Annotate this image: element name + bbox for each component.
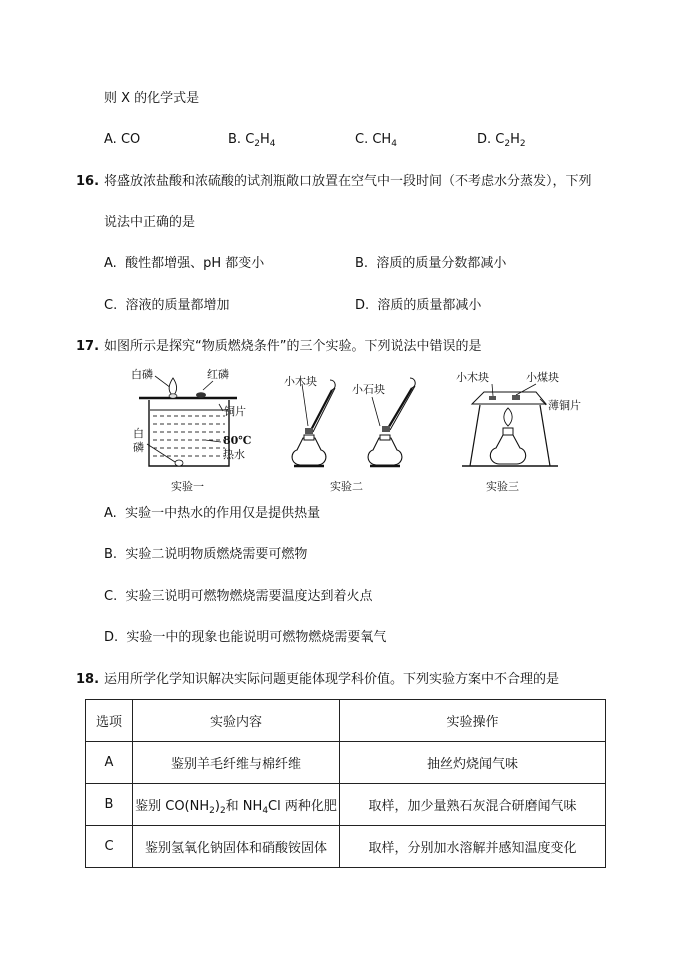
label-white-phosphorus-top: 白磷 [131, 368, 153, 381]
row-option: A [86, 742, 133, 784]
q16-option-d: D. 溶质的质量都减小 [355, 298, 482, 313]
q17-option-d: D. 实验一中的现象也能说明可燃物燃烧需要氧气 [104, 630, 387, 645]
label-white-phosphorus-bottom-1: 白 [133, 427, 144, 440]
caption-experiment-1: 实验一 [171, 480, 204, 493]
option-formula: $C_2H_2$ [495, 132, 526, 149]
experiment-3-figure [450, 368, 600, 496]
label-red-phosphorus: 红磷 [207, 368, 229, 381]
experiment-2-figure [280, 368, 430, 496]
q16-stem-line2: 说法中正确的是 [104, 215, 196, 230]
q18-stem: 运用所学化学知识解决实际问题更能体现学科价值。下列实验方案中不合理的是 [104, 672, 560, 687]
row-operation: 取样，加少量熟石灰混合研磨闻气味 [340, 784, 606, 826]
option-letter: B. [228, 132, 242, 147]
caption-experiment-3: 实验三 [486, 480, 519, 493]
table-header-row [86, 700, 606, 742]
q15-option-a [104, 131, 140, 149]
option-formula: CO [120, 132, 141, 147]
row-operation: 抽丝灼烧闻气味 [340, 742, 606, 784]
label-temperature: 80℃ [223, 434, 252, 447]
q16-option-a: A. 酸性都增强、pH 都变小 [104, 256, 265, 271]
row-content: 鉴别 $CO(NH_2)_2$和 $NH_4Cl$ 两种化肥 [133, 784, 340, 826]
table-row [86, 826, 606, 868]
label-small-coal: 小煤块 [526, 371, 559, 384]
q16-stem-line1: 将盛放浓盐酸和浓硫酸的试剂瓶敞口放置在空气中一段时间（不考虑水分蒸发），下列 [104, 174, 592, 189]
table-row [86, 742, 606, 784]
q17-option-c: C. 实验三说明可燃物燃烧需要温度达到着火点 [104, 589, 373, 604]
q17-option-b: B. 实验二说明物质燃烧需要可燃物 [104, 547, 308, 562]
q15-option-d [477, 131, 526, 149]
label-white-phosphorus-bottom-2: 磷 [133, 441, 144, 454]
header-operation: 实验操作 [340, 700, 606, 742]
option-letter: D. [477, 132, 492, 147]
label-copper-sheet: 铜片 [224, 405, 246, 418]
q15-option-c [355, 131, 397, 149]
q16-option-b: B. 溶质的质量分数都减小 [355, 256, 507, 271]
label-small-wood: 小木块 [284, 375, 317, 388]
q18-table [85, 699, 606, 868]
caption-experiment-2: 实验二 [330, 480, 363, 493]
option-formula: $CH_4$ [372, 132, 397, 149]
label-hot-water: 热水 [223, 448, 245, 461]
label-thin-copper-sheet: 薄铜片 [548, 399, 581, 412]
q17-number: 17. [76, 339, 100, 354]
row-option: C [86, 826, 133, 868]
label-small-wood: 小木块 [456, 371, 489, 384]
q15-stem: 则 X 的化学式是 [104, 91, 200, 106]
header-option: 选项 [86, 700, 133, 742]
experiment-1-figure [125, 362, 260, 497]
table-row [86, 784, 606, 826]
label-small-stone: 小石块 [352, 383, 385, 396]
header-content: 实验内容 [133, 700, 340, 742]
option-formula: $C_2H_4$ [245, 132, 276, 149]
q17-option-a: A. 实验一中热水的作用仅是提供热量 [104, 506, 321, 521]
row-content: 鉴别羊毛纤维与棉纤维 [133, 742, 340, 784]
row-content: 鉴别氢氧化钠固体和硝酸铵固体 [133, 826, 340, 868]
row-option: B [86, 784, 133, 826]
q18-number: 18. [76, 672, 100, 687]
q15-option-b [228, 131, 276, 149]
option-letter: C. [355, 132, 369, 147]
q16-option-c: C. 溶液的质量都增加 [104, 298, 230, 313]
row-operation: 取样，分别加水溶解并感知温度变化 [340, 826, 606, 868]
option-letter: A. [104, 132, 117, 147]
q17-stem: 如图所示是探究“物质燃烧条件”的三个实验。下列说法中错误的是 [104, 339, 482, 354]
q16-number: 16. [76, 174, 100, 189]
